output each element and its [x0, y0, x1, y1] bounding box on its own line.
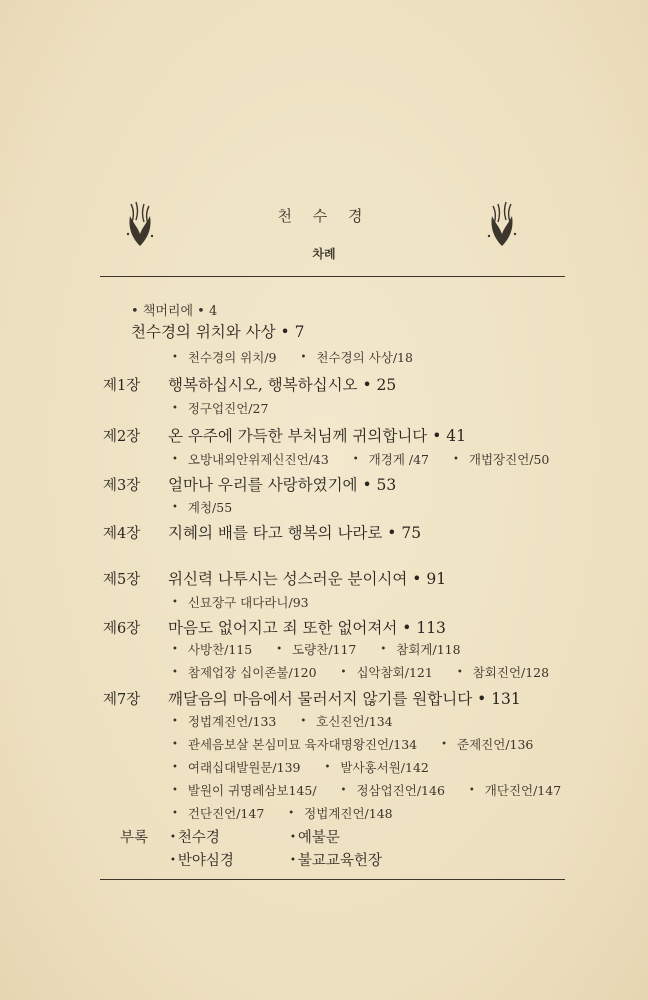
- chapter-label: 제1장: [103, 378, 141, 394]
- toc-subitem: • 오방내외안위제신진언/43: [172, 452, 329, 467]
- appendix-item: • 불교교육헌장: [290, 853, 382, 869]
- chapter-subitems: [172, 399, 288, 417]
- chapter-title: 얼마나 우리를 사랑하였기에 • 53: [168, 476, 397, 494]
- book-title: 천 수 경: [277, 207, 371, 225]
- toc-heading: 차례: [312, 247, 336, 261]
- toc-subitem: • 정구업진언/27: [172, 401, 269, 416]
- toc-subitem: • 정법계진언/133: [172, 714, 277, 729]
- toc-preface: • 책머리에 • 4: [131, 304, 218, 319]
- chapter-subitems: [172, 804, 413, 822]
- appendix-item: • 천수경: [170, 830, 220, 846]
- toc-subitem: • 발사홍서원/142: [324, 760, 429, 775]
- chapter-title: 깨달음의 마음에서 물러서지 않기를 원합니다 • 131: [168, 690, 521, 708]
- toc-subitem: • 참회진언/128: [456, 665, 550, 680]
- chapter-subitems: [172, 735, 553, 753]
- chapter-subitems: [172, 712, 413, 730]
- toc-intro-items: [172, 348, 433, 366]
- toc-subitem: • 천수경의 사상/18: [300, 350, 413, 365]
- chapter-subitems: [172, 781, 581, 799]
- toc-subitem: • 신묘장구 대다라니/93: [172, 595, 309, 610]
- toc-subitem: • 관세음보살 본심미묘 육자대명왕진언/134: [172, 737, 418, 752]
- chapter-label: 제6장: [103, 621, 141, 637]
- chapter-subitems: [172, 498, 252, 516]
- chapter-title: 마음도 없어지고 죄 또한 없어져서 • 113: [168, 619, 446, 637]
- toc-subitem: • 사방찬/115: [172, 642, 253, 657]
- toc-subitem: • 계청/55: [172, 500, 233, 515]
- chapter-label: 제2장: [103, 429, 141, 445]
- appendix-label: 부록: [120, 830, 149, 846]
- appendix-item: • 예불문: [290, 830, 340, 846]
- chapter-label: 제3장: [103, 478, 141, 494]
- bottom-rule: [100, 879, 565, 880]
- top-rule: [100, 276, 565, 277]
- toc-subitem: • 발원이 귀명례삼보145/: [172, 783, 317, 798]
- toc-subitem: • 개단진언/147: [468, 783, 562, 798]
- toc-subitem: • 도량찬/117: [276, 642, 357, 657]
- toc-subitem: • 참제업장 십이존불/120: [172, 665, 317, 680]
- chapter-subitems: [172, 450, 569, 468]
- chapter-label: 제7장: [103, 692, 141, 708]
- toc-subitem: • 십악참회/121: [340, 665, 433, 680]
- chapter-subitems: [172, 758, 449, 776]
- appendix-item: • 반야심경: [170, 853, 234, 869]
- toc-subitem: • 호신진언/134: [300, 714, 393, 729]
- chapter-label: 제4장: [103, 526, 141, 542]
- chapter-subitems: [172, 663, 569, 681]
- toc-subitem: • 참회게/118: [380, 642, 461, 657]
- chapter-title: 위신력 나투시는 성스러운 분이시여 • 91: [168, 570, 447, 588]
- toc-subitem: • 준제진언/136: [441, 737, 534, 752]
- chapter-subitems: [172, 640, 481, 658]
- chapter-label: 제5장: [103, 572, 141, 588]
- toc-subitem: • 개법장진언/50: [452, 452, 550, 467]
- chapter-subitems: [172, 593, 329, 611]
- chapter-title: 행복하십시오, 행복하십시오 • 25: [168, 376, 397, 394]
- toc-subitem: • 건단진언/147: [172, 806, 265, 821]
- toc-subitem: • 여래십대발원문/139: [172, 760, 301, 775]
- toc-subitem: • 정법계진언/148: [288, 806, 393, 821]
- chapter-title: 온 우주에 가득한 부처님께 귀의합니다 • 41: [168, 427, 466, 445]
- toc-subitem: • 천수경의 위치/9: [172, 350, 277, 365]
- toc-intro-heading: 천수경의 위치와 사상 • 7: [131, 323, 305, 341]
- toc-subitem: • 정삼업진언/146: [340, 783, 445, 798]
- chapter-title: 지혜의 배를 타고 행복의 나라로 • 75: [168, 524, 422, 542]
- toc-subitem: • 개경게 /47: [352, 452, 429, 467]
